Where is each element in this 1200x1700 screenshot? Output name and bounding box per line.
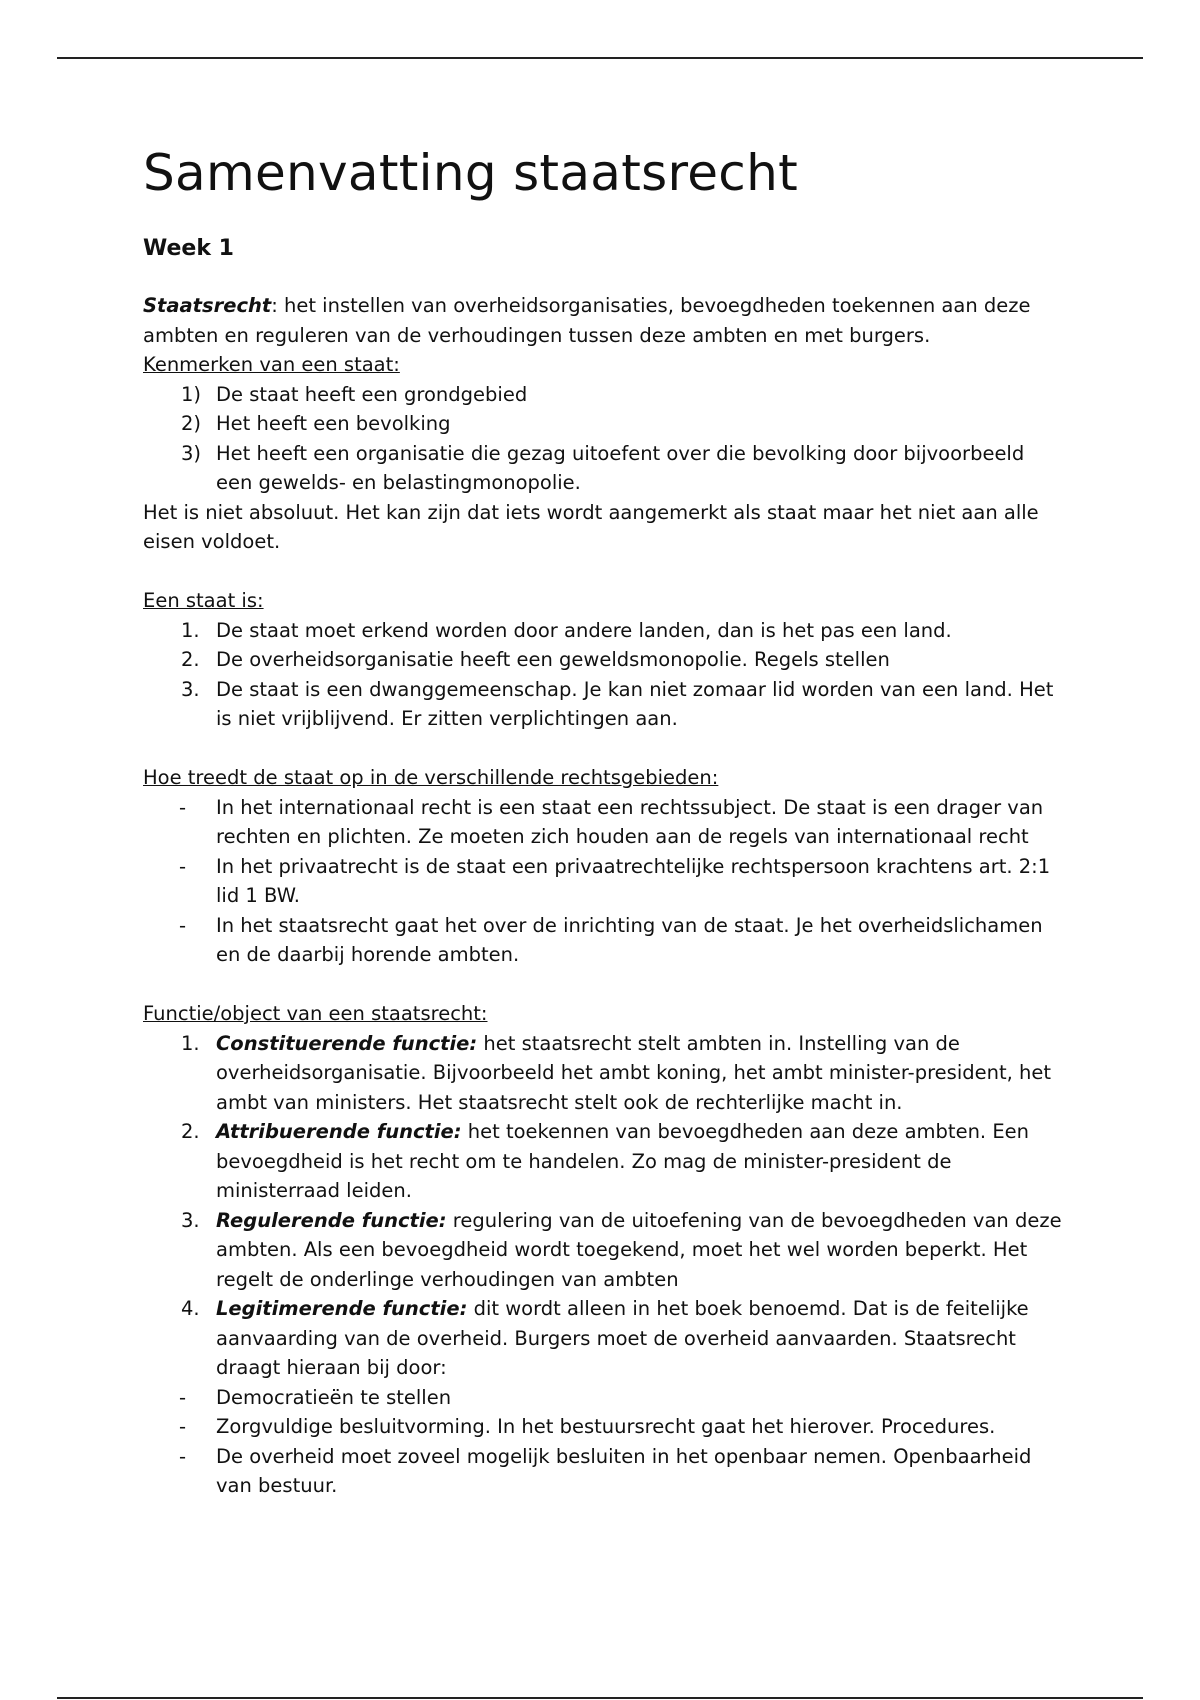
list-item	[143, 1442, 1063, 1501]
footer-rule	[57, 1697, 1143, 1699]
list-marker: -	[179, 854, 187, 878]
list-item-text: regulering van de uitoefening van de bevoegdheden van deze ambten. Als een bevoegdheid wordt toegekend, moet het wel worden beperkt. Het regelt de onderlinge verhoudingen van ambten	[216, 1208, 1062, 1291]
spacer	[143, 557, 1063, 587]
list-item-text: De overheid moet zoveel mogelijk besluiten in het openbaar nemen. Openbaarheid van bestuur.	[216, 1444, 1032, 1497]
list-item-text: Het heeft een bevolking	[216, 412, 451, 435]
document-body	[143, 138, 1063, 1501]
functies-list	[143, 1029, 1063, 1383]
list-item-text: In het internationaal recht is een staat een rechtssubject. De staat is een drager van rechten en plichten. Ze moeten zich houden aan de regels van internationaal recht	[216, 795, 1044, 848]
list-item	[143, 793, 1063, 852]
list-item	[143, 911, 1063, 970]
list-item-text: Het heeft een organisatie die gezag uitoefent over die bevolking door bijvoorbeeld een gewelds- en belastingmonopolie.	[216, 441, 1025, 494]
list-item	[143, 616, 1063, 646]
kenmerken-list	[143, 380, 1063, 498]
list-marker: 4.	[181, 1297, 200, 1320]
kenmerken-note: Het is niet absoluut. Het kan zijn dat iets wordt aangemerkt als staat maar het niet aan alle eisen voldoet.	[143, 500, 1039, 553]
list-item	[143, 675, 1063, 734]
intro-text: : het instellen van overheidsorganisaties, bevoegdheden toekennen aan deze ambten en reguleren van de verhoudingen tussen deze ambten en met burgers.	[143, 294, 1031, 347]
list-item	[143, 409, 1063, 439]
list-item-text: het toekennen van bevoegdheden aan deze ambten. Een bevoegdheid is het recht om te handelen. Zo mag de minister-president de ministerraad leiden.	[216, 1120, 1030, 1202]
list-item-text: De staat heeft een grondgebied	[216, 382, 528, 406]
list-item-text: Zorgvuldige besluitvorming. In het bestuursrecht gaat het hierover. Procedures.	[216, 1415, 996, 1438]
list-marker: -	[179, 795, 187, 819]
list-item	[143, 1412, 1063, 1442]
function-term: Legitimerende functie:	[216, 1297, 468, 1320]
list-marker: 2.	[181, 648, 200, 671]
list-item-text: In het privaatrecht is de staat een privaatrechtelijke rechtspersoon krachtens art. 2:1 lid 1 BW.	[216, 854, 1051, 907]
list-marker: -	[179, 1385, 187, 1409]
week-heading: Week 1	[143, 236, 234, 261]
list-item-text: De overheidsorganisatie heeft een geweldsmonopolie. Regels stellen	[216, 648, 890, 671]
list-item	[143, 439, 1063, 498]
staat-is-heading: Een staat is:	[143, 589, 264, 612]
header-rule	[57, 57, 1143, 59]
list-marker: -	[179, 913, 187, 937]
list-item	[143, 1117, 1063, 1206]
list-marker: 2)	[181, 412, 202, 435]
list-marker: 2.	[181, 1120, 200, 1143]
list-marker: -	[179, 1444, 187, 1468]
list-marker: 1.	[181, 618, 200, 642]
list-item	[143, 1029, 1063, 1118]
list-item-text: De staat moet erkend worden door andere landen, dan is het pas een land.	[216, 618, 952, 642]
legitimerende-sub-list	[143, 1383, 1063, 1501]
rechtsgebieden-heading: Hoe treedt de staat op in de verschillende rechtsgebieden:	[143, 766, 719, 789]
list-item-text: De staat is een dwanggemeenschap. Je kan niet zomaar lid worden van een land. Het is niet vrijblijvend. Er zitten verplichtingen aan.	[216, 677, 1054, 730]
list-item	[143, 1206, 1063, 1295]
spacer	[143, 970, 1063, 1000]
function-term: Constituerende functie:	[216, 1031, 478, 1055]
list-item	[143, 1294, 1063, 1383]
rechtsgebieden-list	[143, 793, 1063, 970]
list-marker: 3)	[181, 441, 202, 465]
document-title: Samenvatting staatsrecht	[143, 144, 798, 202]
list-marker: -	[179, 1415, 187, 1438]
list-item	[143, 380, 1063, 410]
list-marker: 3.	[181, 1208, 200, 1232]
list-item-text: dit wordt alleen in het boek benoemd. Dat is de feitelijke aanvaarding van de overheid. Burgers moet de overheid aanvaarden. Staatsrecht draagt hieraan bij door:	[216, 1297, 1029, 1379]
list-item	[143, 852, 1063, 911]
staat-is-list	[143, 616, 1063, 734]
functies-heading: Functie/object van een staatsrecht:	[143, 1002, 488, 1025]
list-marker: 3.	[181, 677, 200, 701]
list-item	[143, 645, 1063, 675]
list-item	[143, 1383, 1063, 1413]
spacer	[143, 734, 1063, 764]
list-item-text: het staatsrecht stelt ambten in. Instelling van de overheidsorganisatie. Bijvoorbeeld het ambt koning, het ambt minister-president, het ambt van ministers. Het staatsrecht stelt ook de rechterlijke macht in.	[216, 1031, 1052, 1114]
list-item-text: Democratieën te stellen	[216, 1385, 452, 1409]
list-marker: 1.	[181, 1031, 200, 1055]
intro-term: Staatsrecht	[143, 294, 272, 317]
intro-paragraph	[143, 291, 1063, 350]
function-term: Regulerende functie:	[216, 1208, 447, 1232]
kenmerken-heading: Kenmerken van een staat:	[143, 353, 400, 376]
function-term: Attribuerende functie:	[216, 1120, 462, 1143]
list-marker: 1)	[181, 382, 202, 406]
list-item-text: In het staatsrecht gaat het over de inrichting van de staat. Je het overheidslichamen en de daarbij horende ambten.	[216, 913, 1043, 966]
